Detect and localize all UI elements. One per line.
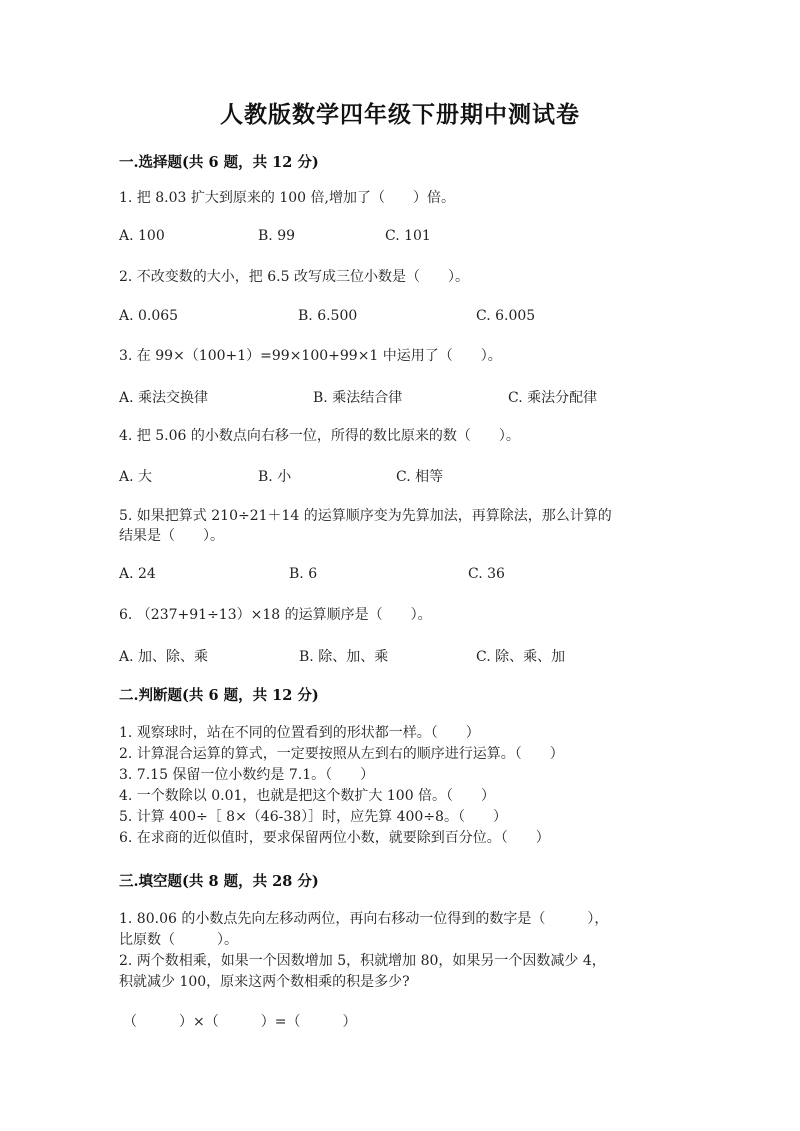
fill-q2-line2: 积就减少 100，原来这两个数相乘的积是多少? [119,974,410,990]
option-c: C. 36 [468,566,505,582]
option-c: C. 6.005 [476,308,536,324]
choice-q5-line2: 结果是（ ）。 [119,528,224,544]
choice-q6-options [119,646,719,666]
judge-item: 5. 计算 400÷［ 8×（46-38）］时，应先算 400÷8。（ ） [119,809,507,825]
choice-q4: 4. 把 5.06 的小数点向右移一位，所得的数比原来的数（ ）。 [119,428,520,444]
section-heading-choice: 一.选择题(共 6 题，共 12 分) [119,154,319,171]
option-b: B. 除、加、乘 [299,649,389,665]
option-c: C. 101 [385,228,431,244]
judge-item: 3. 7.15 保留一位小数约是 7.1。（ ） [119,767,375,783]
option-a: A. 0.065 [119,308,179,324]
judge-item: 2. 计算混合运算的算式，一定要按照从左到右的顺序进行运算。（ ） [119,746,564,762]
fill-q1-line1: 1. 80.06 的小数点先向左移动两位，再向右移动一位得到的数字是（ ）， [119,911,609,927]
judge-item: 1. 观察球时，站在不同的位置看到的形状都一样。（ ） [119,725,480,741]
choice-q5-options [119,566,719,586]
option-a: A. 加、除、乘 [119,649,209,665]
choice-q4-options [119,466,719,486]
option-a: A. 24 [119,566,156,582]
fill-equation: （ ）×（ ）=（ ） [123,1014,357,1030]
choice-q5-line1: 5. 如果把算式 210÷21＋14 的运算顺序变为先算加法，再算除法，那么计算的 [119,508,612,524]
option-a: A. 100 [119,228,165,244]
fill-q1-line2: 比原数（ ）。 [119,932,238,948]
option-a: A. 大 [119,469,153,485]
choice-q2: 2. 不改变数的大小，把 6.5 改写成三位小数是（ ）。 [119,269,469,285]
judge-item: 4. 一个数除以 0.01，也就是把这个数扩大 100 倍。（ ） [119,788,496,804]
option-b: B. 6 [289,566,318,582]
option-c: C. 相等 [396,469,444,485]
option-b: B. 小 [258,469,292,485]
exam-title: 人教版数学四年级下册期中测试卷 [220,101,580,128]
choice-q3: 3. 在 99×（100+1）=99×100+99×1 中运用了（ ）。 [119,348,502,364]
judge-item: 6. 在求商的近似值时，要求保留两位小数，就要除到百分位。（ ） [119,830,550,846]
option-a: A. 乘法交换律 [119,390,209,406]
fill-q2-line1: 2. 两个数相乘，如果一个因数增加 5，积就增加 80，如果另一个因数减少 4， [119,953,606,969]
choice-q1: 1. 把 8.03 扩大到原来的 100 倍,增加了（ ）倍。 [119,190,455,206]
choice-q6: 6. （237+91÷13）×18 的运算顺序是（ ）。 [119,607,432,623]
section-heading-judge: 二.判断题(共 6 题，共 12 分) [119,687,319,704]
section-heading-fill: 三.填空题(共 8 题，共 28 分) [119,873,319,890]
option-b: B. 6.500 [298,308,358,324]
option-c: C. 除、乘、加 [476,649,566,665]
choice-q3-options [119,387,719,407]
option-c: C. 乘法分配律 [508,390,598,406]
choice-q2-options [119,308,719,328]
choice-q1-options [119,228,719,248]
option-b: B. 乘法结合律 [313,390,403,406]
option-b: B. 99 [258,228,296,244]
